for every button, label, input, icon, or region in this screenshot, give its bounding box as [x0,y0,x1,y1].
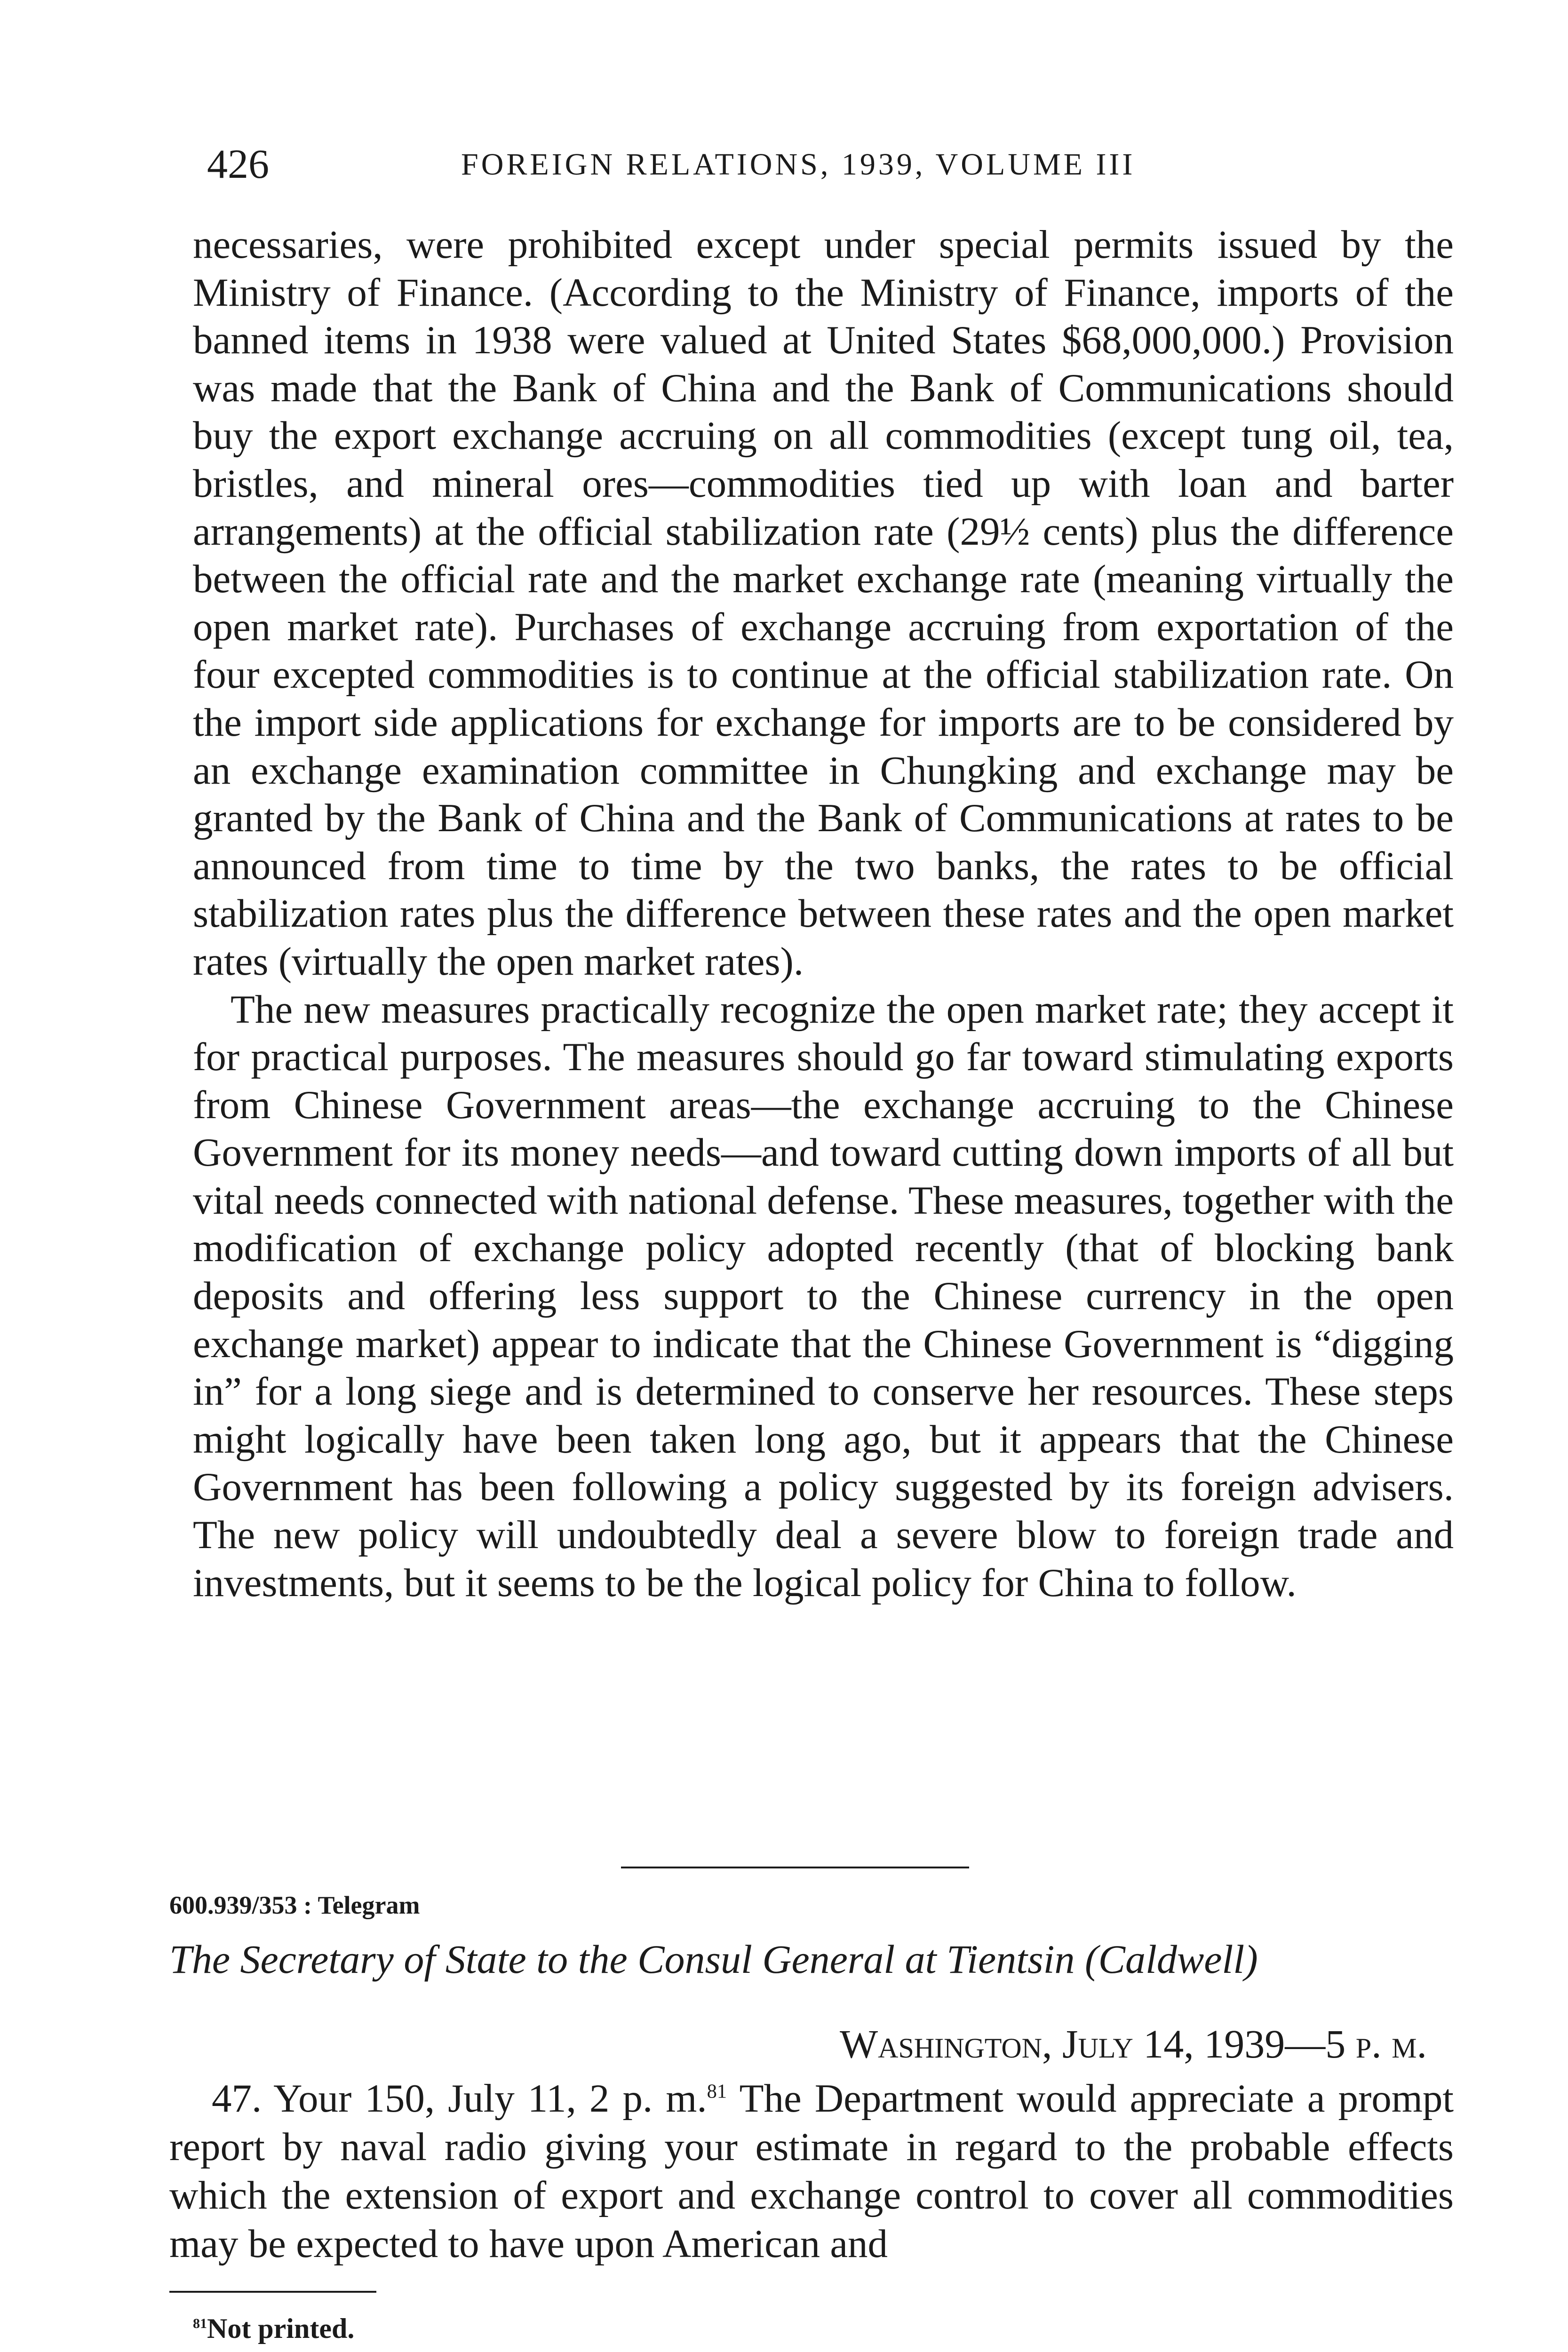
dateline: Washington, July 14, 1939—5 p. m. [839,2021,1427,2066]
running-head: FOREIGN RELATIONS, 1939, VOLUME III [461,147,1136,182]
footnote-reference: 81 [707,2080,727,2103]
body-paragraph-2: The new measures practically recognize the open market rate; they accept it for practical purposes. The measures should go far toward stimulating exports from Chinese Government areas—the exchange accruing to the Chinese Government for its money needs—and toward cutting down imports of all but vital needs connected with national defense. These measures, together with the modification of exchange policy adopted recently (that of blocking bank deposits and offering less support to the Chinese currency in the open exchange market) appear to indicate that the Chinese Government is “digging in” for a long siege and is determined to conserve her resources. These steps might logically have been taken long ago, but it appears that the Chinese Government has been following a policy suggested by its foreign advisers. The new policy will undoubtedly deal a severe blow to foreign trade and investments, but it seems to be the logical policy for China to follow. [193,987,1454,1605]
telegram-rest: The Department would appreciate a prompt report by naval radio giving your estimate in regard to the probable effects which the extension of export and exchange control to cover all commodities may be expected to have upon American and [169,2076,1454,2266]
section-divider [621,1867,969,1868]
telegram-body [169,2074,1454,2268]
telegram-lead: 47. Your 150, July 11, 2 p. m. [212,2076,707,2121]
footnote [193,2310,354,2347]
body-paragraph-1: necessaries, were prohibited except under special permits issued by the Ministry of Finance. (According to the Ministry of Finance, imports of the banned items in 1938 were valued at United States $68,000,000.) Provision was made that the Bank of China and the Bank of Communications should buy the export exchange accruing on all commodities (except tung oil, tea, bristles, and mineral ores—commodities tied up with loan and barter arrangements) at the official stabilization rate (29½ cents) plus the difference between the official rate and the market exchange rate (meaning virtually the open market rate). Purchases of exchange accruing from exportation of the four excepted commodities is to continue at the official stabilization rate. On the import side applications for exchange for imports are to be considered by an exchange examination committee in Chungking and exchange may be granted by the Bank of China and the Bank of Communications at rates to be announced from time to time by the two banks, the rates to be official stabilization rates plus the difference between these rates and the open market rates (virtually the open market rates). [193,222,1454,984]
file-reference: 600.939/353 : Telegram [169,1891,420,1919]
page-header [207,136,1430,193]
footnote-marker: 81 [193,2316,207,2331]
report-body [193,221,1454,1607]
footnote-rule [169,2291,376,2293]
document-title: The Secretary of State to the Consul General at Tientsin (Caldwell) [169,1937,1258,1982]
telegram-paragraph [169,2074,1454,2268]
page-number: 426 [207,142,269,187]
footnote-text: Not printed. [207,2313,355,2344]
